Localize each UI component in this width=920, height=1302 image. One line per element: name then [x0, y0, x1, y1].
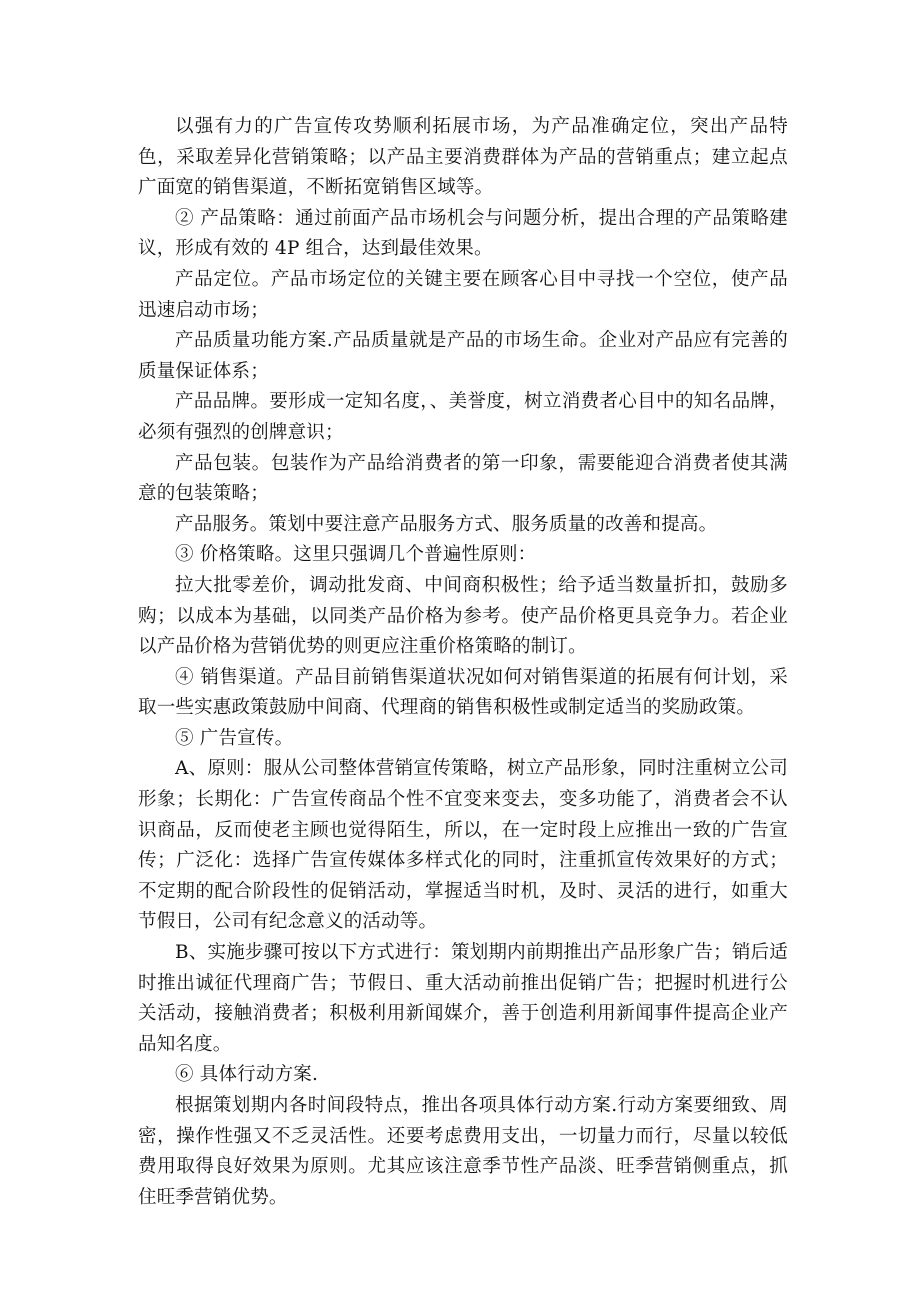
- paragraph-price-details: 拉大批零差价，调动批发商、中间商积极性；给予适当数量折扣，鼓励多购；以成本为基础，以同类产品价格为参考。使产品价格更具竞争力。若企业以产品价格为营销优势的则更应注重价格策略的制订。: [138, 574, 788, 658]
- paragraph-product-strategy: ② 产品策略：通过前面产品市场机会与问题分析，提出合理的产品策略建议，形成有效的 4P 组合，达到最佳效果。: [138, 207, 788, 260]
- paragraph-price-strategy: ③ 价格策略。这里只强调几个普遍性原则：: [175, 544, 537, 566]
- paragraph-product-positioning: 产品定位。产品市场定位的关键主要在顾客心目中寻找一个空位，使产品迅速启动市场；: [138, 268, 788, 321]
- paragraph-sales-channel: ④ 销售渠道。产品目前销售渠道状况如何对销售渠道的拓展有何计划，采取一些实惠政策鼓励中间商、代理商的销售积极性或制定适当的奖励政策。: [138, 666, 788, 719]
- paragraph-product-packaging: 产品包装。包装作为产品给消费者的第一印象，需要能迎合消费者使其满意的包装策略；: [138, 452, 788, 505]
- paragraph-intro: 以强有力的广告宣传攻势顺利拓展市场，为产品准确定位，突出产品特色，采取差异化营销策略；以产品主要消费群体为产品的营销重点；建立起点广面宽的销售渠道，不断拓宽销售区域等。: [138, 116, 788, 199]
- paragraph-product-quality: 产品质量功能方案.产品质量就是产品的市场生命。企业对产品应有完善的质量保证体系；: [138, 330, 788, 382]
- paragraph-product-service: 产品服务。策划中要注意产品服务方式、服务质量的改善和提高。: [175, 513, 718, 535]
- paragraph-advertising-steps: B、实施步骤可按以下方式进行：策划期内前期推出产品形象广告；销后适时推出诚征代理商广告；节假日、重大活动前推出促销广告；把握时机进行公关活动，接触消费者；积极利用新闻媒介，善于创造利用新闻事件提高企业产品知名度。: [138, 942, 788, 1055]
- paragraph-action-plan: 根据策划期内各时间段特点，推出各项具体行动方案.行动方案要细致、周密，操作性强又不乏灵活性。还要考虑费用支出，一切量力而行，尽量以较低费用取得良好效果为原则。尤其应该注意季节性产品淡、旺季营销侧重点，抓住旺季营销优势。: [138, 1095, 788, 1208]
- document-page: [138, 112, 788, 1213]
- paragraph-action-plan-heading: ⑥ 具体行动方案.: [175, 1064, 319, 1086]
- paragraph-advertising-principles: A、原则：服从公司整体营销宣传策略，树立产品形象，同时注重树立公司形象；长期化：广告宣传商品个性不宜变来变去，变多功能了，消费者会不认识商品，反而使老主顾也觉得陌生，所以，在一定时段上应推出一致的广告宣传；广泛化：选择广告宣传媒体多样式化的同时，注重抓宣传效果好的方式；不定期的配合阶段性的促销活动，掌握适当时机，及时、灵活的进行，如重大节假日，公司有纪念意义的活动等。: [138, 758, 788, 933]
- paragraph-advertising-heading: ⑤ 广告宣传。: [175, 727, 294, 749]
- paragraph-product-brand: 产品品牌。要形成一定知名度，、美誉度，树立消费者心目中的知名品牌，必须有强烈的创牌意识；: [138, 391, 788, 443]
